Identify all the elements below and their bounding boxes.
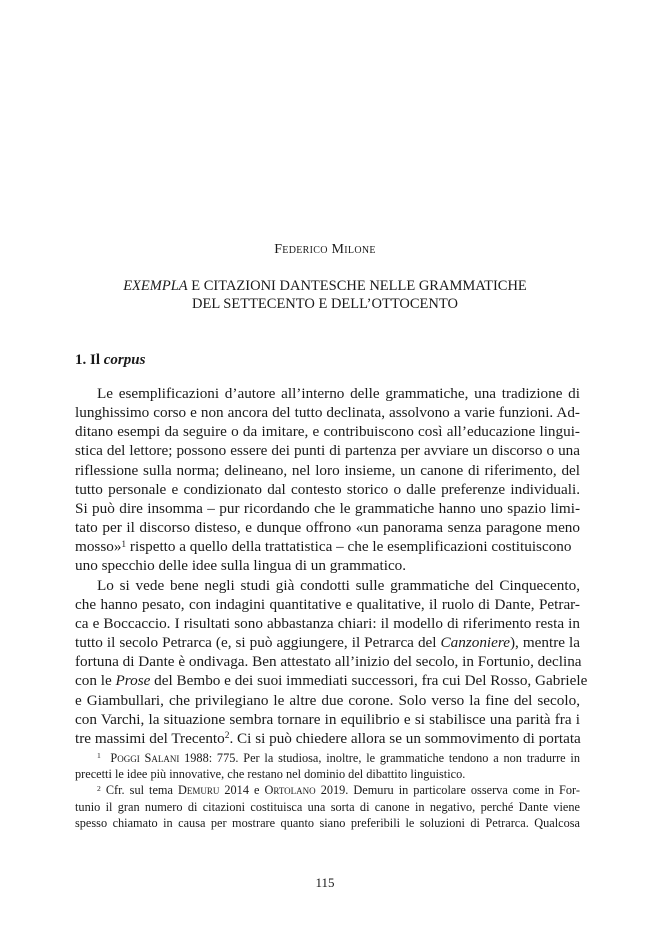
body-line: mosso»$^1$ rispetto a quello della trattatistica – che le esemplificazioni costituiscono [75, 538, 572, 556]
chapter-title [0, 277, 650, 313]
title-line-2: DEL SETTECENTO E DELL’OTTOCENTO [192, 296, 458, 312]
body-line: uno specchio delle idee sulla lingua di un grammatico. [75, 557, 407, 575]
body-line: e Giambullari, che privilegiano le altre due corone. Solo verso la fine del secolo, [75, 691, 580, 709]
body-line: ca e Boccaccio. I risultati sono abbastanza chiari: il modello di riferimento resta in [75, 614, 580, 632]
body-line: ditano esempi da seguire o da imitare, e contribuiscono così all’educazione lingui- [75, 423, 580, 441]
footnote-ref-1[interactable]: 1 [121, 539, 127, 550]
author-name: Federico Milone [274, 242, 376, 257]
body-line: tato per il discorso disteso, e dunque offrono «un panorama senza paragone meno [75, 519, 580, 537]
body-line: tre massimi del Trecento$^2$. Ci si può chiedere allora se un sommovimento di portata [75, 729, 581, 747]
footnote-1: $^1$ Poggi Salani 1988: 775. Per la studiosa, inoltre, le grammatiche tendono a non tradurre in [97, 751, 580, 765]
body-line: Lo si vede bene negli studi già condotti sulle grammatiche del Cinquecento, [97, 576, 580, 594]
title-line-1: EXEMPLA E CITAZIONI DANTESCHE NELLE GRAMMATICHE [123, 278, 527, 294]
footnote-line: spesso chiamato in causa per mostrare quanto siano preferibili le soluzioni di Petrarca. Qualcosa [75, 815, 580, 830]
body-line: con Varchi, la situazione sembra tornare in equilibrio e si stabilisce una parità fra i [75, 710, 580, 728]
footnote-line: tunio il gran numero di citazioni costituisca una sorta di canone in negativo, perché Dante viene [75, 799, 580, 814]
body-line: stica del lettore; possono essere dei punti di partenza per avviare un discorso o una [75, 442, 580, 460]
body-line: tutto il secolo Petrarca (e, si può aggiungere, il Petrarca del Canzoniere), mentre la [75, 634, 580, 652]
body-line: con le Prose del Bembo e dei suoi immediati successori, fra cui Del Rosso, Gabriele [75, 672, 588, 690]
body-line: Si può dire insomma – pur ricordando che le grammatiche hanno uno spazio limi- [75, 499, 580, 517]
body-line: che hanno pesato, con indagini quantitative e qualitative, il ruolo di Dante, Petrar- [75, 595, 580, 613]
footnote-ref-2[interactable]: 2 [224, 731, 230, 742]
footnote-2: $^2$ Cfr. sul tema Demuru 2014 e Ortolano 2019. Demuru in particolare osserva come in For- [97, 783, 580, 798]
footnote-line: precetti le idee più innovative, che restano nel dominio del dibattito linguistico. [75, 767, 466, 782]
body-line: fortuna di Dante è ondivaga. Ben attestato all’inizio del secolo, in Fortunio, declina [75, 653, 582, 671]
footnotes [75, 750, 580, 831]
section-heading: 1. Il corpus [75, 352, 146, 368]
body-line: riflessione sulla norma; delineano, nel loro insieme, un canone di riferimento, del [75, 461, 580, 479]
body-line: tutto personale e condizionato dal contesto storico o dalle preferenze individuali. [75, 480, 580, 498]
body-text [75, 384, 588, 748]
body-line: lunghissimo corso e non ancora del tutto declinata, assolvono a varie funzioni. Ad- [75, 404, 580, 422]
page-number: 115 [315, 875, 335, 890]
title-italic: EXEMPLA [123, 278, 188, 294]
body-line: Le esemplificazioni d’autore all’interno delle grammatiche, una tradizione di [97, 385, 580, 402]
